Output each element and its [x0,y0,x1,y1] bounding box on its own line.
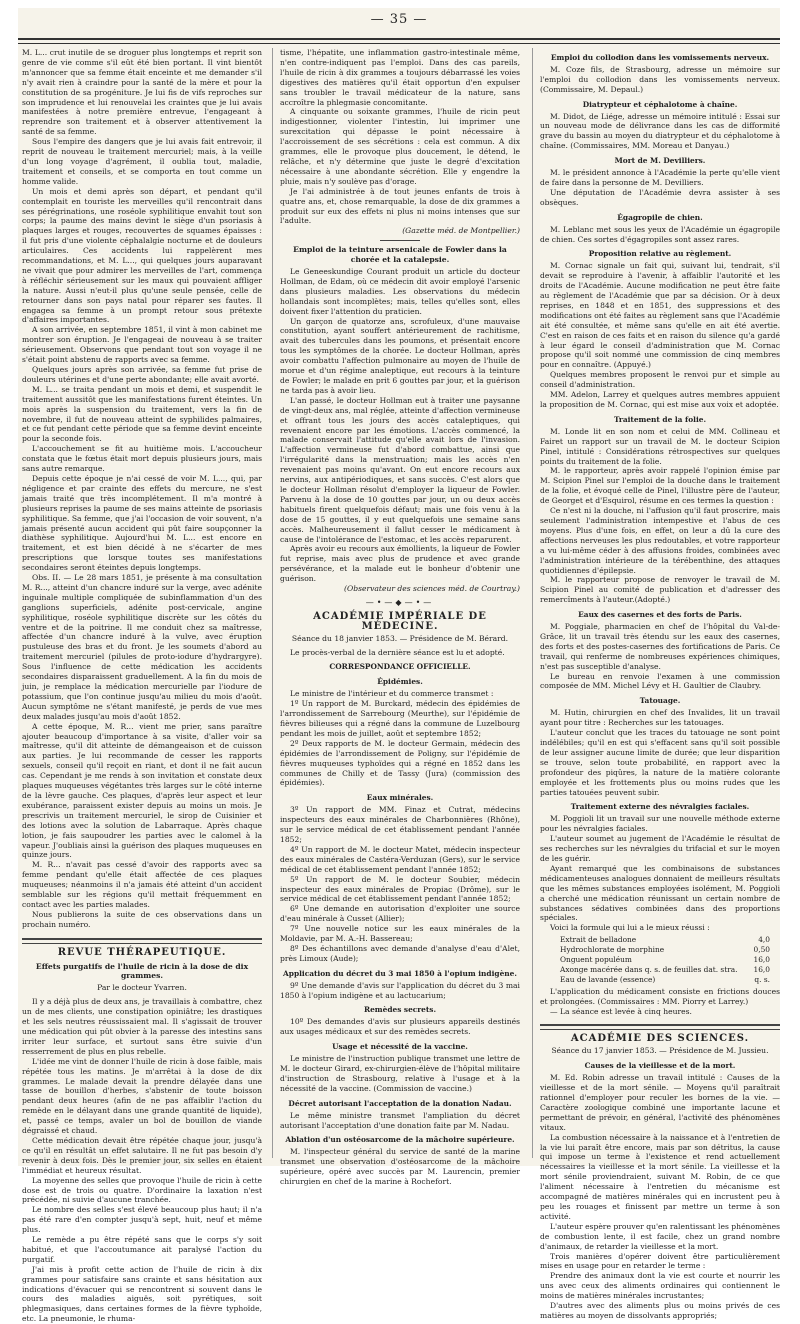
paragraph: Ayant remarqué que les combinaisons de substances médicamenteuses analogues donnaient de meilleurs résultats que les mêmes substances employées isolément, M. Poggioli a cherché une médication réunissant un certain nombre de substances sédatives combinées dans des proportions spéciales. [540,863,780,923]
paragraph: M. Coze fils, de Strasbourg, adresse un mémoire sur l'emploi du collodion dans les vomissements nerveux. (Commissaire, M. Depaul.) [540,64,780,94]
section-title: ACADÉMIE DES SCIENCES. [570,1033,750,1045]
paragraph: Le ministre de l'intérieur et du commerce transmet : [290,689,494,699]
paragraph: 2º Deux rapports de M. le docteur Germain, médecin des épidémies de l'arrondissement de Poligny, sur l'épidémie de fièvres muqueuses typhoïdes qui a régné en 1852 dans les communes de Chilly et de Tassy (Jura) (commission des épidémies). [280,738,520,788]
paragraph: Quelques membres proposent le renvoi pur et simple au conseil d'administration. [540,370,780,390]
section-title: ACADÉMIE IMPÉRIALE DE MÉDECINE. [313,610,487,632]
session-line: Séance du 17 janvier 1853. — Présidence de M. Jussieu. [551,1046,769,1056]
short-rule [380,240,420,241]
paragraph: L'auteur espère prouver qu'en ralentissant les phénomènes de combustion lente, il est facile, chez un grand nombre d'animaux, de retarder la vieillesse et la mort. [540,1221,780,1251]
paragraph: Obs. II. — Le 28 mars 1851, je présente à ma consultation M. R..., atteint d'un chancre induré sur la verge, avec adénite inguinale multiple compliquée de subinflammation d'un des ganglions superficiels, adénite post-cervicale, angine syphilitique, roséole syphilitique discrète sur les côtés du ventre et de la poitrine. Il me conduit chez sa maîtresse, affectée d'un chancre induré à la vulve, avec éruption pustuleuse des bras et du front. Je les soumets d'abord au traitement mercuriel (pilules de proto-iodure d'hydrargyre). Sous l'influence de cette médication les accidents secondaires disparaissent graduellement. A la fin du mois de juin, je remplace la médication mercurielle par l'iodure de potassium, que l'on continue jusqu'au milieu du mois d'août. Aucun symptôme ne s'étant manifesté, je perds de vue mes deux malades jusqu'au mois d'août 1852. [22,573,262,721]
paragraph: M. Didot, de Liége, adresse un mémoire intitulé : Essai sur un nouveau mode de délivrance dans les cas de difformité grave du bassin au moyen du diatrypteur et du céphalotome à chaîne. (Commissaires, MM. Moreau et Danyau.) [540,111,780,151]
paragraph: A son arrivée, en septembre 1851, il vint à mon cabinet me montrer son éruption. Je l'engageai de nouveau à se traiter sérieusement. Observons que pendant tout son voyage il ne s'était point abstenu de rapports avec sa femme. [22,325,262,365]
paragraph: Le ministre de l'instruction publique transmet une lettre de M. le docteur Girard, ex-chirurgien-élève de l'hôpital militaire d'instruction de Strasbourg, relative à l'usage et à la nécessité de la vaccine. (Commission de vaccine.) [280,1054,520,1093]
paragraph: A cette époque, M. R... vient me prier, sans paraître ajouter beaucoup d'importance à sa visite, d'aller voir sa maîtresse, qu'il dit atteinte de démangeaison et de cuisson aux parties. Je lui recommande de cesser les rapports sexuels, conseil qu'il reçoit en riant, et dont il ne fait aucun cas. Cependant je me rends à son invitation et constate deux plaques muqueuses végétantes très larges sur le côté interne de la lèvre gauche. Ces plaques, d'après leur aspect et leur exubérance, paraissent exister depuis au moins un mois. Je prescrivis un traitement mercuriel, le sirop de Cuisinier et des lotions avec la solution de Labarraque. Après chaque lotion, je fais saupoudrer les parties avec le calomel à la vapeur. J'oubliais ainsi la guérison des plaques muqueuses en quinze jours. [22,721,262,860]
paragraph: Le procès-verbal de la dernière séance est lu et adopté. [290,647,505,657]
paragraph: 4º Un rapport de M. le docteur Matet, médecin inspecteur des eaux minérales de Castéra-Verduzan (Gers), sur le service médical de cet établissement pendant l'année 1852; [280,844,520,874]
paragraph: Une députation de l'Académie devra assister à ses obsèques. [540,187,780,207]
paragraph: 6º Une demande en autorisation d'exploiter une source d'eau minérale à Cusset (Allier); [280,904,520,924]
source-citation: (Observateur des sciences méd. de Courtray.) [344,584,520,594]
paragraph: Le même ministre transmet l'ampliation du décret autorisant l'acceptation d'une donation faite par M. Nadau. [280,1110,520,1130]
paragraph: L'an passé, le docteur Hollman eut à traiter une paysanne de vingt-deux ans, mal réglée, atteinte d'affection vermineuse et offrant tous les jours des accès cataleptiques, qui revenaient encore par les émotions. L'accès commencé, la malade conservait l'attitude qu'elle avait lors de l'invasion. L'affection vermineuse fut d'abord combattue, ainsi que l'irrégularité dans la menstruation; mais les accès n'en revenaient pas moins qu'avant. On eut encore recours aux nervins, aux antipériodiques, et sans succès. C'est alors que le docteur Hollman résolut d'employer la liqueur de Fowler. Parvenu à la dose de 10 gouttes par jour, un ou deux accès habituels firent quelquefois défaut; mais une fois venu à la dose de 15 gouttes, il y eut quelquefois une semaine sans accès. Malheureusement il fallut cesser le médicament à cause de l'intolérance de l'estomac, et les accès reparurent. [280,395,520,544]
paragraph: Prendre des animaux dont la vie est courte et nourrir les uns avec ceux des aliments ordinaires qui contiennent le moins de matières minérales incrustantes; [540,1271,780,1301]
paragraph: MM. Adelon, Larrey et quelques autres membres appuient la proposition de M. Cornac, qui est mise aux voix et adoptée. [540,390,780,409]
paragraph: Cette médication devait être répétée chaque jour, jusqu'à ce qu'il en résultât un effet salutaire. Il ne fut pas besoin d'y revenir à deux fois. Dès le premier jour, six selles en étaient l'immédiat et heureux résultat. [22,1135,262,1175]
paragraph: Sous l'empire des dangers que je lui avais fait entrevoir, il reprit de nouveau le traitement mercuriel; mais, à la veille d'un long voyage d'agrément, il oublia tout, maladie, traitement et conseils, et se comporta en tout comme un homme valide. [22,137,262,186]
paragraph: Le remède a pu être répété sans que le corps s'y soit habitué, et que l'accoutumance ait paralysé l'action du purgatif. [22,1235,262,1264]
subheading: Épidémies. [377,677,423,687]
formula-quantity: 4,0 [758,935,770,945]
formula-row [560,965,770,975]
paragraph: Un mois et demi après son départ, et pendant qu'il contemplait en touriste les merveilles qu'il rencontrait dans ses pérégrinations, une roséole syphilitique envahit tout son corps; la paume des mains devint le siège d'un psoriasis à plaques larges et rouges, recouvertes de squames épaisses : il fut pris d'une violente céphalalgie nocturne et de douleurs articulaires. Ces accidents lui rappelèrent mes recommandations, et M. L..., qui quelques jours auparavant ne vivait que pour admirer les merveilles de l'art, commença à réfléchir sérieusement sur les maux qui pouvaient affliger la nature. Aussi n'eut-il plus qu'une seule pensée, celle de retourner dans son pays natal pour réparer ses fautes. Il engagea sa femme à un prompt retour sous prétexte d'affaires importantes. [22,186,262,325]
paragraph: 3º Un rapport de MM. Finaz et Cutrat, médecins inspecteurs des eaux minérales de Charbonnières (Rhône), sur le service médical de cet établissement pendant l'année 1852; [280,805,520,844]
paragraph: M. Poggioli lit un travail sur une nouvelle méthode externe pour les névralgies faciales. [540,814,780,834]
paragraph: M. R... n'avait pas cessé d'avoir des rapports avec sa femme pendant qu'elle était affectée de ces plaques muqueuses; néanmoins il n'a jamais été atteint d'un accident semblable sur les régions qu'il mettait fréquemment en contact avec les parties malades. [22,860,262,909]
paragraph: La moyenne des selles que provoque l'huile de ricin à cette dose est de trois ou quatre. D'ordinaire la laxation n'est précédée, ni suivie d'aucune tranchée. [22,1175,262,1205]
section-rule [22,938,262,944]
paragraph: M. Hutin, chirurgien en chef des Invalides, lit un travail ayant pour titre : Recherches sur les tatouages. [540,708,780,728]
paragraph: M. L... crut inutile de se droguer plus longtemps et reprit son genre de vie comme s'il eût été bien portant. Il vint bientôt m'annoncer que sa femme était enceinte et me demander s'il n'y avait rien à craindre pour la santé de la mère et pour la constitution de sa progéniture. Je lui fis de vifs reproches sur son imprudence et lui renouvelai les craintes que je lui avais manifestées à notre première entrevue, l'engageant à reprendre son traitement et à observer attentivement la santé de sa femme. [22,48,262,137]
paragraph: Je l'ai administrée à de tout jeunes enfants de trois à quatre ans, et, chose remarquable, la dose de dix grammes a produit sur eux des effets ni plus ni moins intenses que sur l'adulte. [280,186,520,226]
newspaper-page [18,8,780,1324]
column-right [540,48,780,1320]
paragraph: Ce n'est ni la douche, ni l'affusion qu'il faut proscrire, mais seulement l'administration intempestive et l'abus de ces moyens. Plus d'une fois, en effet, on leur a dû la cure des affections nerveuses les plus redoutables, et votre rapporteur a vu lui-même céder à des affusions froides, combinées avec l'administration intérieure de la térébenthine, des attaques quotidiennes d'épilepsie. [540,506,780,575]
paragraph: M. Leblanc met sous les yeux de l'Académie un égagropile de chien. Ces sortes d'égagropiles sont assez rares. [540,224,780,244]
paragraph: Quelques jours après son arrivée, sa femme fut prise de douleurs utérines et d'une perte abondante; elle avait avorté. [22,365,262,384]
subheading: Proposition relative au règlement. [588,249,732,259]
formula-quantity: 16,0 [753,955,770,965]
paragraph: Après avoir eu recours aux émollients, la liqueur de Fowler fut reprise, mais avec plus de prudence et avec grande persévérance, et la malade eut le bonheur d'obtenir une guérison. [280,544,520,584]
formula-row [560,945,770,955]
subheading: Égagropile de chien. [617,212,703,222]
paragraph: M. le rapporteur propose de renvoyer le travail de M. Scipion Pinel au comité de publication et d'adresser des remercîments à l'auteur.(Adopté.) [540,575,780,605]
formula-row [560,975,770,985]
paragraph: M. L... se traita pendant un mois et demi, et suspendit le traitement aussitôt que les manifestations furent éteintes. Un mois après la suspension du traitement, vers la fin de novembre, il fut de nouveau atteint de syphilides palmaires, et ce fut pendant cette période que sa femme devint enceinte pour la seconde fois. [22,384,262,444]
formula-quantity: 0,50 [753,945,770,955]
formula-ingredient: Extrait de belladone [560,935,637,945]
formula-row [560,935,770,945]
paragraph: Depuis cette époque je n'ai cessé de voir M. L..., qui, par négligence et par crainte des effets du mercure, ne s'est jamais traité que très incomplétement. Il m'a montré à plusieurs reprises la paume de ses mains atteinte de psoriasis syphilitique. Sa femme, que j'ai l'occasion de voir souvent, n'a jamais présenté aucun accident qui pût faire soupçonner la diathèse syphilitique. Aujourd'hui M. L... est encore en traitement, et est bien décidé à ne s'écarter de mes prescriptions que lorsque toutes ses manifestations secondaires seront éteintes depuis longtemps. [22,473,262,573]
header-rule [18,38,780,44]
paragraph: M. le président annonce à l'Académie la perte qu'elle vient de faire dans la personne de M. Devilliers. [540,168,780,187]
paragraph: 8º Des échantillons avec demande d'analyse d'eau d'Alet, près Limoux (Aude); [280,943,520,963]
formula-quantity: 16,0 [753,964,770,974]
subheading: Diatrypteur et céphalotome à chaîne. [582,99,738,109]
formula-ingredient: Onguent populéum [560,955,632,965]
page-number: — 35 — [370,12,428,27]
paragraph: Il y a déjà plus de deux ans, je travaillais à combattre, chez un de mes clients, une constipation opiniâtre; les drastiques et les sels neutres réussissaient mal. Il s'agissait de trouver une médication qui pût obvier à la paresse des intestins sans irriter leur surface, et surtout sans être suivie d'un resserrement de plus en plus rebelle. [22,997,262,1056]
formula-quantity: q. s. [754,974,770,984]
paragraph: 10º Des demandes d'avis sur plusieurs appareils destinés aux usages médicaux et sur des remèdes secrets. [280,1017,520,1037]
column-left [22,48,262,1324]
paragraph: L'application du médicament consiste en frictions douces et prolongées. (Commissaires : MM. Piorry et Larrey.) [540,986,780,1006]
formula-row [560,955,770,965]
paragraph: A cinquante ou soixante grammes, l'huile de ricin peut indigestionner, violenter l'intestin, lui imprimer une surexcitation qui dépasse le point nécessaire à l'accroissement de ses sécrétions : cela est commun. A dix grammes, elle le provoque plus doucement, le détend, le relâche, et n'y détermine que juste le degré d'excitation nécessaire à une abondante sécrétion. Elle y engendre la pluie, mais n'y soulève pas d'orage. [280,107,520,186]
subheading: Mort de M. Devilliers. [614,156,706,166]
subheading: Eaux des casernes et des forts de Paris. [578,610,742,620]
paragraph: M. Cornac signale un fait qui, suivant lui, tendrait, s'il devait se reproduire à l'avenir, à affaiblir l'autorité et les droits de l'Académie. Aucune modification ne peut être faite au règlement de l'Académie que par sa décision. Or à deux reprises, en 1848 et en 1851, des suppressions et des modifications ont été faites au règlement sans que l'Académie ait été consultée, et même sans qu'elle en ait été avertie. C'est en raison de ces faits et en raison du silence qu'a gardé à leur égard le conseil d'administration que M. Cornac propose qu'il soit nommé une commission de cinq membres pour en connaître. (Appuyé.) [540,261,780,370]
formula-ingredient: Eau de lavande (essence) [560,974,656,984]
column-divider [272,48,273,1158]
formula-ingredient: Axonge macérée dans q. s. de feuilles dat. stra. [560,964,738,974]
session-line: Séance du 18 janvier 1853. — Présidence de M. Bérard. [291,633,509,643]
subheading: CORRESPONDANCE OFFICIELLE. [329,662,471,672]
subheading: Application du décret du 3 mai 1850 à l'opium indigène. [283,968,517,978]
article-title: Emploi de la teinture arsenicale de Fowler dans la chorée et la catalepsie. [293,245,507,265]
paragraph: La combustion nécessaire à la naissance et à l'entretien de la vie lui paraît être encore, mais par son détritus, la cause qui impose un terme à l'existence et rend actuellement nécessaires la vieillesse et la mort sénile. La vieillesse et la mort sénile proviendraient, suivant M. Robin, de ce que l'aliment nécessaire à l'entretien du mécanisme est accompagné de matières minérales qui en incrustent peu à peu les rouages et finissent par mettre un terme à son activité. [540,1132,780,1221]
paragraph: 5º Un rapport de M. le docteur Soubier, médecin inspecteur des eaux minérales de Propiac (Drôme), sur le service médical de cet établissement pendant l'année 1852; [280,874,520,904]
section-title: REVUE THÉRAPEUTIQUE. [57,946,227,958]
paragraph: Trois manières d'opérer doivent être particulièrement mises en usage pour en retarder le terme : [540,1251,780,1271]
paragraph: L'auteur soumet au jugement de l'Académie le résultat de ses recherches sur les névralgies du trifacial et sur le moyen de les guérir. [540,834,780,863]
subheading: Décret autorisant l'acceptation de la donation Nadau. [288,1098,512,1108]
subheading: Remèdes secrets. [363,1005,437,1015]
paragraph: Un garçon de quatorze ans, scrofuleux, d'une mauvaise constitution, ayant souffert antérieurement de rachitisme, avait des tubercules dans les poumons, et présentait encore tous les symptômes de la chorée. Le docteur Hollman, après avoir combattu l'affection pulmonaire au moyen de l'huile de morue et d'un régime analeptique, eut recours à la teinture de Fowler; le malade en prit 6 gouttes par jour, et la guérison ne tarda pas à avoir lieu. [280,316,520,395]
article-title: Effets purgatifs de l'huile de ricin à la dose de dix grammes. [35,961,249,981]
paragraph: J'ai mis à profit cette action de l'huile de ricin à dix grammes pour satisfaire sans crainte et sans hésitation aux indications d'évacuer qui se rencontrent si souvent dans le cours des maladies aiguës, soit pyrétiques, soit phlegmasiques, dans certaines formes de la fièvre typhoïde, etc. La pneumonie, le rhuma- [22,1264,262,1324]
subheading: Traitement externe des névralgies faciales. [570,802,750,812]
paragraph: L'auteur conclut que les traces du tatouage ne sont point indélébiles; qu'il en est qui s'effacent sans qu'il soit possible de leur assigner aucune limite de durée; que leur disparition se trouve, selon toute probabilité, en rapport avec la profondeur des piqûres, la nature de la matière colorante employée et les frottements plus ou moins rudes que les parties tatouées peuvent subir. [540,728,780,797]
paragraph: tisme, l'hépatite, une inflammation gastro-intestinale même, n'en contre-indiquent pas l'emploi. Dans des cas pareils, l'huile de ricin à dix grammes a toujours débarrassé les voies digestives des matières qu'il était opportun d'en expulser sans troubler le travail médicateur de la nature, sans accroître la phlegmasie concomitante. [280,48,520,107]
paragraph: M. Ed. Robin adresse un travail intitulé : Causes de la vieillesse et de la mort sénile. — Moyens qu'il paraîtrait rationnel d'employer pour reculer les bornes de la vie. — Caractère zoologique combiné une importante lacune et permettant de prévoir, en général, l'activité des phénomènes vitaux. [540,1073,780,1132]
paragraph: Le nombre des selles s'est élevé beaucoup plus haut; il n'a pas été rare d'en compter jusqu'à sept, huit, neuf et même plus. [22,1205,262,1235]
source-citation: (Gazette méd. de Montpellier.) [402,226,520,236]
subheading: Causes de la vieillesse et de la mort. [584,1061,736,1071]
paragraph: Le bureau en renvoie l'examen à une commission composée de MM. Michel Lévy et H. Gaultier de Claubry. [540,671,780,691]
paragraph: — La séance est levée à cinq heures. [550,1006,692,1016]
paragraph: 7º Une nouvelle notice sur les eaux minérales de la Moldavie, par M. A.-H. Bassereau; [280,924,520,944]
paragraph: 9º Une demande d'avis sur l'application du décret du 3 mai 1850 à l'opium indigène et au lactucarium; [280,980,520,1000]
paragraph: L'idée me vint de donner l'huile de ricin à dose faible, mais répétée tous les matins. Je m'arrêtai à la dose de dix grammes. Le malade devait la prendre délayée dans une tasse de bouillon d'herbes, s'abstenir de toute boisson pendant deux heures (afin de ne pas affaiblir l'action du remède en le délayant dans une grande quantité de liquide), et, passé ce temps, avaler un bol de bouillon de viande dégraissé et chaud. [22,1056,262,1136]
paragraph: M. l'inspecteur général du service de santé de la marine transmet une observation d'ostéosarcome de la mâchoire supérieure, opéré avec succès par M. Laurencin, premier chirurgien en chef de la marine à Rochefort. [280,1147,520,1187]
formula-ingredient: Hydrochlorate de morphine [560,945,665,955]
column-divider [532,48,533,1158]
column-middle [280,48,520,1187]
paragraph: M. Poggiale, pharmacien en chef de l'hôpital du Val-de-Grâce, lit un travail très étendu sur les eaux des casernes, des forts et des postes-casernes des fortifications de Paris. Ce travail, qui renferme de nombreuses expériences chimiques, n'est pas susceptible d'analyse. [540,622,780,671]
paragraph: Le Geneeskundige Courant produit un article du docteur Hollman, de Edam, où ce médecin dit avoir employé l'arsenic dans plusieurs maladies. Les observations du médecin hollandais sont incomplètes; mais, telles qu'elles sont, elles doivent fixer l'attention du praticien. [280,267,520,316]
article-author: Par le docteur Yvarren. [97,983,187,993]
paragraph: 1º Un rapport de M. Burckard, médecin des épidémies de l'arrondissement de Sarrebourg (Meurthe), sur l'épidémie de fièvres bilieuses qui a régné dans la commune de Luzelbourg pendant les mois de juillet, août et septembre 1852; [280,699,520,738]
subheading: Traitement de la folie. [613,414,707,424]
section-rule [540,1024,780,1030]
paragraph: M. Londe lit en son nom et celui de MM. Collineau et Fairet un rapport sur un travail de M. le docteur Scipion Pinel, intitulé : Considérations rétrospectives sur quelques points du traitement de la folie. [540,426,780,466]
subheading: Tatouage. [639,696,681,706]
paragraph: M. le rapporteur, après avoir rappelé l'opinion émise par M. Scipion Pinel sur l'emploi de la douche dans le traitement de la folie, et évoqué celle de Pinel, l'illustre père de l'auteur, de Georget et d'Esquirol, résume en ces termes la question : [540,466,780,506]
paragraph: L'accouchement se fit au huitième mois. L'accoucheur constata que le fœtus était mort depuis plusieurs jours, mais sans autre remarque. [22,444,262,474]
paragraph: D'autres avec des aliments plus ou moins privés de ces matières au moyen de dissolvants appropriés; [540,1301,780,1320]
paragraph: Nous publierons la suite de ces observations dans un prochain numéro. [22,909,262,929]
subheading: Usage et nécessité de la vaccine. [332,1042,468,1052]
subheading: Emploi du collodion dans les vomissements nerveux. [550,53,770,62]
formula-table [560,935,770,985]
ornament-divider: —•—◆—•— [365,597,435,607]
subheading: Ablation d'un ostéosarcome de la mâchoire supérieure. [285,1135,515,1145]
paragraph: Voici la formule qui lui a le mieux réussi : [550,923,710,933]
subheading: Eaux minérales. [366,793,434,803]
